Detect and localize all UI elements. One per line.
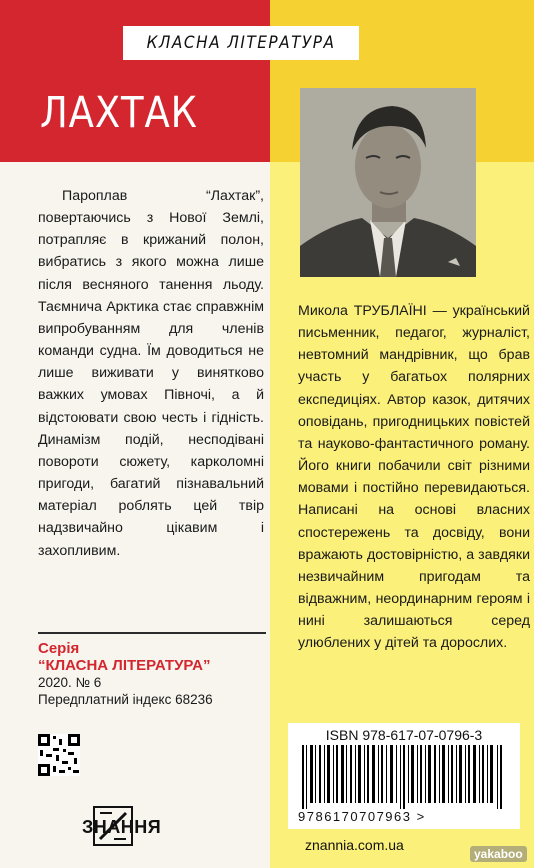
issue-number: 2020. № 6: [38, 675, 102, 690]
barcode-icon: [302, 745, 506, 809]
annotation-text: Пароплав “Лахтак”, повертаючись з Нової Землі, потрапляє в крижаний полон, вибратись з якого можна лише після весняного танення льоду. Таємнича Арктика стає справжнім випробуванням для членів команди судна. Їм доводиться не лише виживати у винятково важких умовах Півночі, а й відстоювати свою честь і гідність. Динамізм подій, несподівані повороти сюжету, карколомні пригоди, багатий пізнавальний матеріал роблять цей твір надзвичайно цікавим і захопливим.: [38, 188, 264, 559]
publisher-website: znannia.com.ua: [305, 837, 404, 853]
barcode-box: [288, 723, 520, 829]
author-bio-text: Микола ТРУБЛАЇНІ — український письменник, педагог, журналіст, невтомний мандрівник, що брав участь у багатьох полярних експедиціях. Автор казок, дитячих оповідань, пригодницьких повістей та науково-фантастичного роману. Його книги побачили світ різними мовами і постійно перевидаються. Написані на основі власних спостережень та досвіду, вони вражають достовірністю, а завдяки незвичайним пригодам та відважним, неординарним героям і нині залишаються серед улюблених у дітей та дорослих.: [298, 303, 530, 652]
author-portrait: [300, 88, 476, 277]
barcode-number: 9786170707963 >: [298, 809, 426, 824]
book-annotation: [38, 185, 264, 562]
subscription-index: Передплатний індекс 68236: [38, 692, 213, 707]
publisher-name: ЗНАННЯ: [82, 817, 162, 837]
series-name: “КЛАСНА ЛІТЕРАТУРА”: [38, 657, 211, 674]
series-word: Серія: [38, 640, 80, 657]
series-info: [38, 640, 213, 708]
yakaboo-watermark: yakaboo: [470, 846, 527, 862]
author-bio: [298, 300, 530, 655]
qr-code-icon: [38, 734, 80, 776]
section-divider: [38, 632, 266, 634]
series-label-box: [123, 26, 359, 60]
series-label: КЛАСНА ЛІТЕРАТУРА: [146, 33, 336, 53]
book-title: ЛАХТАК: [40, 88, 198, 138]
isbn-label: ISBN 978-617-07-0796-3: [325, 727, 483, 743]
